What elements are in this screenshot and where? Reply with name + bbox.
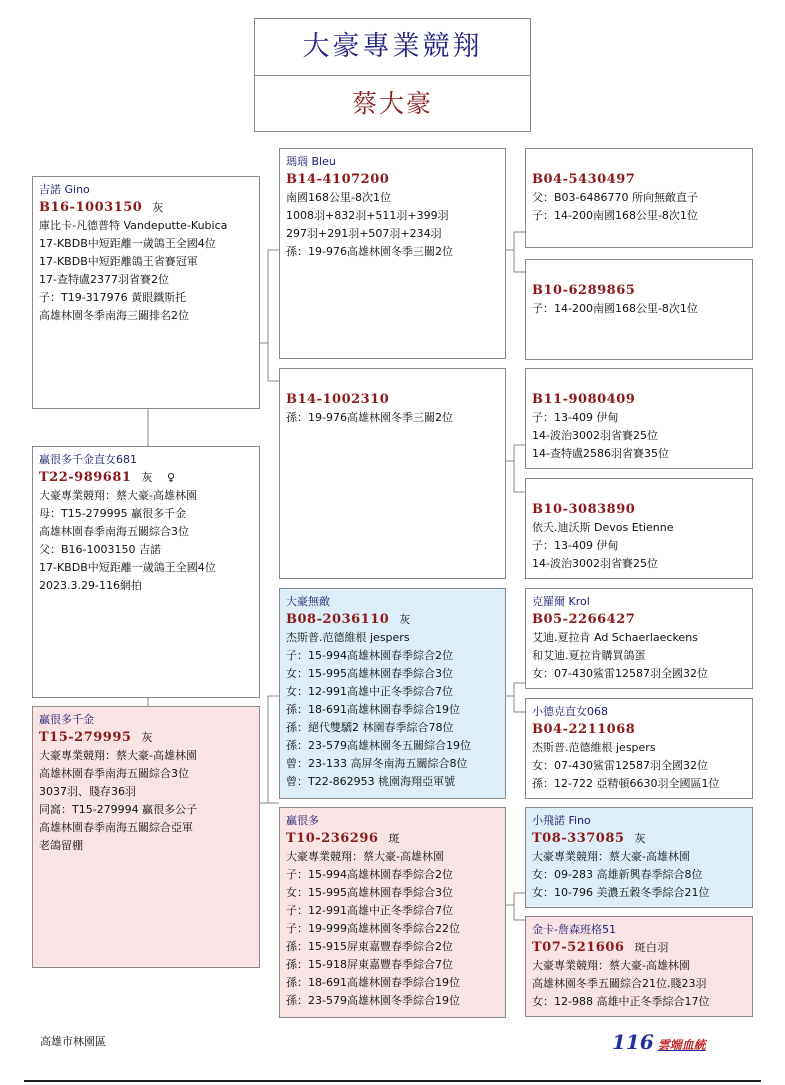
detail-line: 子：12-991高雄中正冬季綜合7位 — [286, 904, 453, 917]
pigeon-name: 贏很多千金直女681 — [39, 453, 137, 466]
detail-line: 孫：23-579高雄林園冬五關綜合19位 — [286, 739, 471, 752]
ring-number: B14-1002310 — [286, 392, 390, 407]
detail-line: 子：14-200南國168公里-8次1位 — [532, 209, 698, 222]
detail-line: 高雄林園春季南海五關綜合3位 — [39, 525, 189, 538]
detail-line: 17-KBDB中短距離鴿王省賽冠軍 — [39, 255, 198, 268]
detail-line: 子：T19-317976 黃眼鐵斯托 — [39, 291, 187, 304]
detail-line: 孫：18-691高雄林園春季綜合19位 — [286, 703, 460, 716]
ring-number: B14-4107200 — [286, 172, 390, 187]
ring-number: B10-6289865 — [532, 283, 636, 298]
ring-number: B16-1003150 灰 — [39, 200, 164, 215]
color-label: 灰 — [141, 471, 153, 484]
dsd-card — [525, 698, 753, 799]
ring-number: B08-2036110 灰 — [286, 612, 411, 627]
ring-number: B04-2211068 — [532, 722, 636, 737]
detail-line: 女：15-995高雄林園春季綜合3位 — [286, 667, 453, 680]
detail-line: 女：12-991高雄中正冬季綜合7位 — [286, 685, 453, 698]
color-label: 斑白羽 — [634, 941, 669, 954]
footer-location: 高雄市林園區 — [40, 1035, 106, 1048]
subject-card — [32, 446, 260, 698]
pigeon-name: 贏很多 — [286, 814, 319, 827]
logo-number: 116 — [612, 1030, 654, 1054]
detail-line: 女：15-995高雄林園春季綜合3位 — [286, 886, 453, 899]
detail-line: 14-查特盧2586羽省賽35位 — [532, 447, 669, 460]
detail-line: 同窩：T15-279994 贏很多公子 — [39, 803, 198, 816]
loft-name: 大豪專業競翔 — [255, 19, 530, 76]
sire-card — [32, 176, 260, 409]
detail-line: 杰斯普.范德維根 jespers — [286, 631, 410, 644]
sex-symbol: ♀ — [166, 471, 176, 484]
detail-line: 子：13-409 伊甸 — [532, 411, 619, 424]
detail-line: 高雄林園冬季五關綜合21位.賤23羽 — [532, 977, 707, 990]
detail-line: 14-波治3002羽省賽25位 — [532, 557, 658, 570]
detail-line: 女：07-430鯊雷12587羽全國32位 — [532, 759, 708, 772]
detail-line: 高雄林園春季南海五關綜合亞軍 — [39, 821, 193, 834]
detail-line: 孫：19-976高雄林園冬季三關2位 — [286, 411, 453, 424]
detail-line: 17-KBDB中短距離一歲鴿王全國4位 — [39, 237, 216, 250]
detail-line: 孫：15-918屏東嘉豐春季綜合7位 — [286, 958, 453, 971]
sire-sire-card — [279, 148, 506, 359]
pigeon-name: 克羅爾 Krol — [532, 595, 590, 608]
color-label: 斑 — [388, 832, 400, 845]
owner-name: 蔡大豪 — [351, 89, 433, 118]
ring-number: B10-3083890 — [532, 502, 636, 517]
pigeon-name: 小德克直女068 — [532, 705, 608, 718]
pigeon-name: 吉諾 Gino — [39, 183, 90, 196]
detail-line: 孫：19-976高雄林園冬季三關2位 — [286, 245, 453, 258]
detail-line: 女：10-796 美濃五穀冬季綜合21位 — [532, 886, 710, 899]
ring-number: T15-279995 灰 — [39, 730, 153, 745]
ring-number: B04-5430497 — [532, 172, 636, 187]
detail-line: 17-KBDB中短距離一歲鴿王全國4位 — [39, 561, 216, 574]
detail-line: 子：14-200南國168公里-8次1位 — [532, 302, 698, 315]
detail-line: 艾迪.夏拉肯 Ad Schaerlaeckens — [532, 631, 698, 644]
dss-card — [525, 588, 753, 689]
detail-line: 和艾迪.夏拉肯購買鴿蛋 — [532, 649, 646, 662]
logo-text: 雲端血統 — [657, 1038, 706, 1052]
color-label: 灰 — [399, 613, 411, 626]
detail-line: 孫：23-579高雄林園冬季綜合19位 — [286, 994, 460, 1007]
detail-line: 庫比卡-凡德普特 Vandeputte-Kubica — [39, 219, 228, 232]
bottom-divider — [24, 1080, 761, 1082]
detail-line: 大豪專業競翔：蔡大豪-高雄林園 — [286, 850, 444, 863]
color-label: 灰 — [152, 201, 164, 214]
pigeon-name: 小飛諾 Fino — [532, 814, 591, 827]
ring-number: T22-989681 灰 ♀ — [39, 470, 176, 485]
detail-line: 老鴿留棚 — [39, 839, 83, 852]
sss-card — [525, 148, 753, 248]
detail-line: 14-波治3002羽省賽25位 — [532, 429, 658, 442]
dam-sire-card — [279, 588, 506, 799]
ssd-card — [525, 259, 753, 360]
color-label: 灰 — [634, 832, 646, 845]
detail-line: 大豪專業競翔：蔡大豪-高雄林園 — [532, 850, 690, 863]
detail-line: 1008羽+832羽+511羽+399羽 — [286, 209, 449, 222]
detail-line: 杰斯普.范德維根 jespers — [532, 741, 656, 754]
pigeon-name: 贏很多千金 — [39, 713, 94, 726]
detail-line: 母：T15-279995 贏很多千金 — [39, 507, 187, 520]
detail-line: 女：09-283 高雄新興春季綜合8位 — [532, 868, 703, 881]
detail-line: 大豪專業競翔：蔡大豪-高雄林園 — [39, 749, 197, 762]
ring-number: T07-521606 斑白羽 — [532, 940, 669, 955]
color-label: 灰 — [141, 731, 153, 744]
detail-line: 依夭.迪沃斯 Devos Etienne — [532, 521, 674, 534]
dam-dam-card — [279, 807, 506, 1018]
detail-line: 子：15-994高雄林園春季綜合2位 — [286, 649, 453, 662]
sds-card — [525, 368, 753, 469]
detail-line: 子：19-999高雄林園冬季綜合22位 — [286, 922, 460, 935]
site-logo[interactable] — [612, 1030, 722, 1058]
detail-line: 子：15-994高雄林園春季綜合2位 — [286, 868, 453, 881]
ring-number: B11-9080409 — [532, 392, 636, 407]
pigeon-name: 瑪瑙 Bleu — [286, 155, 336, 168]
detail-line: 孫：15-915屏東嘉豐春季綜合2位 — [286, 940, 453, 953]
dam-card — [32, 706, 260, 968]
ddd-card — [525, 916, 753, 1017]
detail-line: 高雄林園春季南海五關綜合3位 — [39, 767, 189, 780]
detail-line: 大豪專業競翔：蔡大豪-高雄林園 — [532, 959, 690, 972]
detail-line: 南國168公里-8次1位 — [286, 191, 391, 204]
detail-line: 17-查特盧2377羽省賽2位 — [39, 273, 169, 286]
ring-number: T10-236296 斑 — [286, 831, 400, 846]
sdd-card — [525, 478, 753, 579]
detail-line: 女：07-430鯊雷12587羽全國32位 — [532, 667, 708, 680]
detail-line: 高雄林園冬季南海三關排名2位 — [39, 309, 189, 322]
ring-number: B05-2266427 — [532, 612, 636, 627]
dds-card — [525, 807, 753, 908]
sire-dam-card — [279, 368, 506, 579]
detail-line: 曾：T22-862953 桃園海翔亞軍號 — [286, 775, 456, 788]
detail-line: 子：13-409 伊甸 — [532, 539, 619, 552]
detail-line: 孫：18-691高雄林園春季綜合19位 — [286, 976, 460, 989]
detail-line: 297羽+291羽+507羽+234羽 — [286, 227, 442, 240]
detail-line: 大豪專業競翔：蔡大豪-高雄林園 — [39, 489, 197, 502]
detail-line: 父：B03-6486770 所向無敵直子 — [532, 191, 698, 204]
detail-line: 孫：12-722 亞精頓6630羽全國區1位 — [532, 777, 720, 790]
detail-line: 2023.3.29-116網拍 — [39, 579, 142, 592]
ring-number: T08-337085 灰 — [532, 831, 646, 846]
detail-line: 3037羽、賤存36羽 — [39, 785, 136, 798]
detail-line: 孫：絕代雙驕2 林園春季綜合78位 — [286, 721, 454, 734]
detail-line: 父：B16-1003150 吉諾 — [39, 543, 161, 556]
pigeon-name: 金卡-詹森班格51 — [532, 923, 616, 936]
detail-line: 女：12-988 高雄中正冬季綜合17位 — [532, 995, 710, 1008]
detail-line: 曾：23-133 高屏冬南海五關綜合8位 — [286, 757, 468, 770]
pigeon-name: 大豪無敵 — [286, 595, 330, 608]
